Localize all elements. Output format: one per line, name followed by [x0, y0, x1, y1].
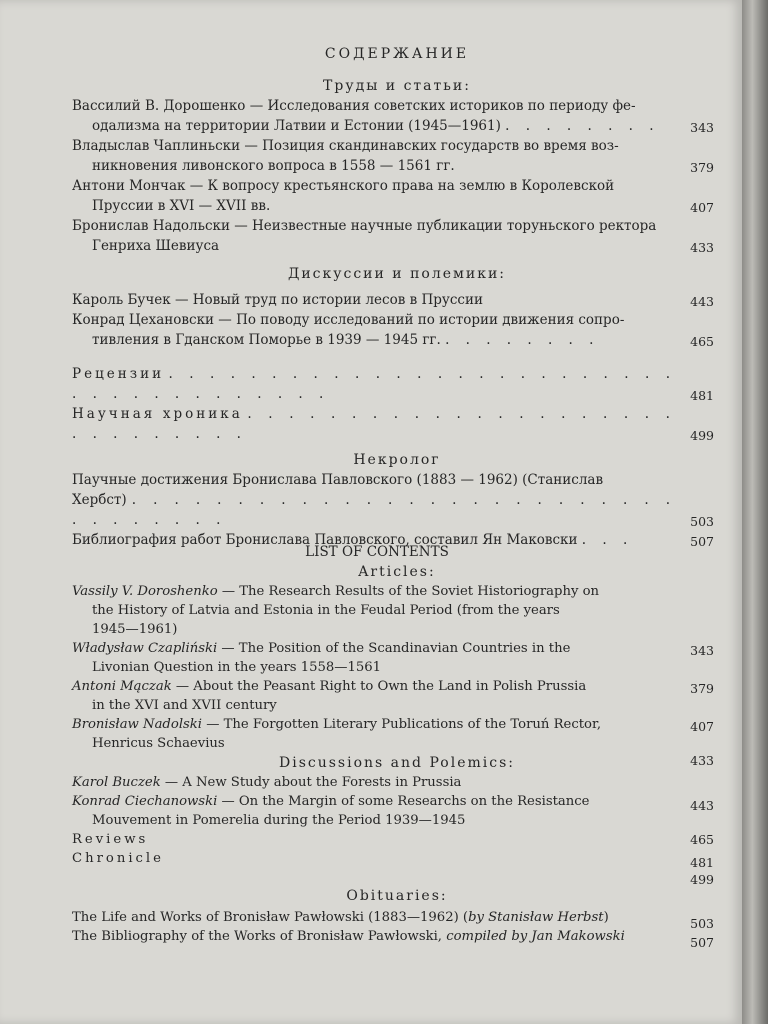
ru-article-entry: Владыслав Чаплиньски — Позиция скандинавских государств во время воз- никновения ливонского вопроса в 1558 — 1561 гг. 379	[72, 136, 722, 176]
en-article-entry: 407 Bronisław Nadolski — The Forgotten Literary Publications of the Toruń Rector, Henricus Schaevius	[72, 717, 714, 751]
ru-article-entry: Антони Мончак — К вопросу крестьянского права на землю в Королевской Пруссии в XVI — XVII вв. 407	[72, 176, 722, 216]
page-number: 443	[690, 294, 714, 309]
english-title: LIST OF CONTENTS	[305, 544, 449, 560]
russian-title: СОДЕРЖАНИЕ	[324, 46, 470, 62]
en-obituary-entry: The Bibliography of the Works of Bronisław Pawłowski, compiled by Jan Makowski 507	[72, 929, 714, 950]
russian-contents	[72, 44, 722, 550]
ru-article-entry: Вассилий В. Дорошенко — Исследования советских историков по периоду фе- одализма на территории Латвии и Естонии (1945—1961) . . . . . . . . 343	[72, 96, 722, 136]
ru-obituary-entry: Паучные достижения Бронислава Павловского (1883 — 1962) (Станислав Хербст) . . . . . . . . . . . . . . . . . . . . . . . . . . . . . . . . . . 503	[72, 470, 722, 530]
ru-chronicle-entry: Научная хроника . . . . . . . . . . . . . . . . . . . . . . . . . . . . . . 499	[72, 404, 722, 444]
en-obituary-entry: The Life and Works of Bronisław Pawłowski (1883—1962) (by Stanisław Herbst) 503	[72, 910, 714, 931]
en-article-entry: 379 Antoni Mączak — About the Peasant Right to Own the Land in Polish Prussia in the XVI and XVII century	[72, 679, 714, 713]
page-number: 507	[690, 935, 714, 950]
page-number: 379	[690, 681, 714, 696]
en-chronicle-entry: Chronicle 481	[72, 851, 714, 870]
ru-discussion-entry: Кароль Бучек — Новый труд по истории лесов в Пруссии 443	[72, 290, 722, 310]
english-obituaries-heading: Obituaries:	[346, 888, 448, 904]
page-number: 379	[690, 160, 714, 175]
page-number: 433	[690, 753, 714, 768]
page-number: 343	[690, 120, 714, 135]
page-number: 465	[690, 832, 714, 847]
english-articles-heading: Articles:	[358, 564, 436, 580]
page-number: 507	[690, 534, 714, 549]
ru-discussion-entry: Конрад Цехановски — По поводу исследований по истории движения сопро- тивления в Гданском Поморье в 1939 — 1945 гг. . . . . . . . . 465	[72, 310, 722, 350]
english-contents	[72, 542, 722, 950]
page-number: 499	[690, 428, 714, 443]
en-reviews-entry: Reviews 465	[72, 832, 714, 847]
page-number: 481	[690, 388, 714, 403]
english-discussions-heading: Discussions and Polemics:	[279, 755, 515, 771]
en-article-entry: 343 Władysław Czapliński — The Position of the Scandinavian Countries in the Livonian Question in the years 1558—1561	[72, 641, 714, 675]
russian-obituary-heading: Некролог	[353, 452, 441, 468]
page-number: 443	[690, 798, 714, 813]
page-edge	[742, 0, 768, 1024]
page-number: 503	[690, 916, 714, 931]
ru-obituary-entry: Библиография работ Бронислава Павловского, составил Ян Маковски . . . 507	[72, 530, 722, 550]
page-number: 481	[690, 855, 714, 870]
page-number: 433	[690, 240, 714, 255]
page-number: 407	[690, 200, 714, 215]
page-number: 499	[690, 872, 714, 887]
russian-discussions-heading: Дискуссии и полемики:	[287, 266, 507, 282]
page-number: 465	[690, 334, 714, 349]
page-number: 407	[690, 719, 714, 734]
en-chronicle-page-row	[72, 868, 722, 886]
ru-article-entry: Бронислав Надольски — Неизвестные научные публикации торуньского ректора Генриха Шевиуса 433	[72, 216, 722, 256]
en-discussions-block	[72, 753, 722, 773]
en-article-entry: Vassily V. Doroshenko — The Research Results of the Soviet Historiography on the History of Latvia and Estonia in the Feudal Period (from the years 1945—1961)	[72, 584, 600, 637]
russian-articles-heading: Труды и статьи:	[323, 78, 471, 94]
page-number: 503	[690, 514, 714, 529]
en-discussion-entry: Karol Buczek — A New Study about the Forests in Prussia	[72, 775, 462, 790]
en-discussion-entry: 443 Konrad Ciechanowski — On the Margin of some Researchs on the Resistance Mouvement in Pomerelia during the Period 1939—1945	[72, 794, 714, 828]
page-number: 343	[690, 643, 714, 658]
ru-reviews-entry: Рецензии . . . . . . . . . . . . . . . . . . . . . . . . . . . . . . . . . . . . . . 481	[72, 364, 722, 404]
